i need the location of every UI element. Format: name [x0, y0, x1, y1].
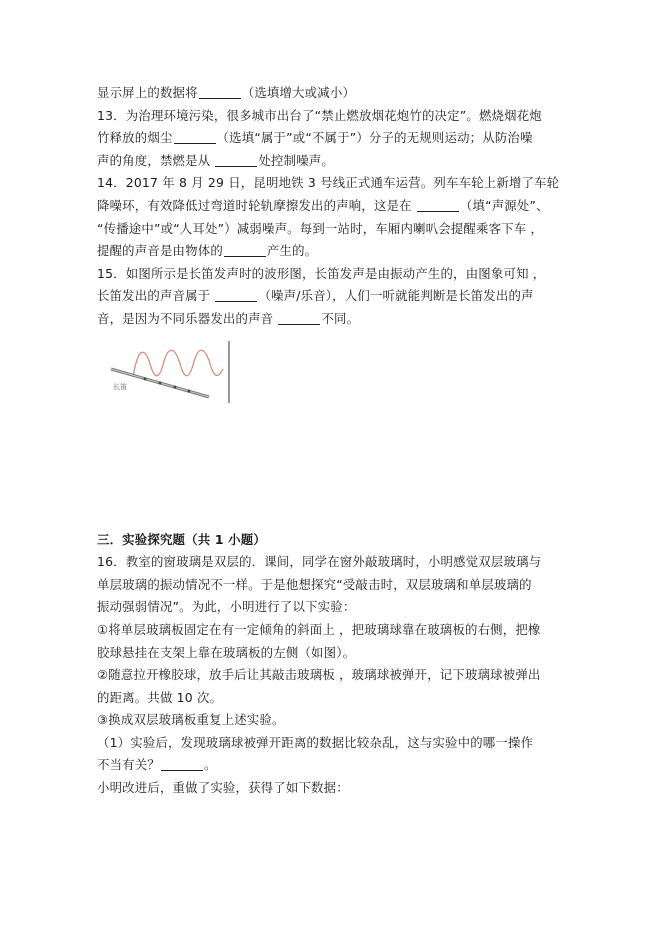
q16-line-1: 16．教室的窗玻璃是双层的．课间，同学在窗外敲玻璃时，小明感觉双层玻璃与: [97, 554, 542, 570]
flute-key: [159, 381, 162, 384]
answer-blank[interactable]: [161, 757, 203, 771]
flute-key: [188, 389, 191, 392]
flute-label: 长笛: [113, 382, 127, 391]
q16-line-2: 单层玻璃的振动情况不一样。于是他想探究“受敲击时，双层玻璃和单层玻璃的: [97, 576, 532, 592]
q16-line-7: 的距离。共做 10 次。: [97, 689, 223, 705]
sound-waveform: [133, 350, 223, 377]
q16-line-10: 不当有关？ 。: [97, 757, 217, 773]
q14-line-3: “传播途中”或“人耳处”）减弱噪声。每到一站时，车厢内喇叭会提醒乘客下车 ，: [97, 220, 544, 236]
flute-waveform-image: [105, 337, 265, 407]
answer-blank[interactable]: [417, 198, 459, 212]
q14-line-4: 提醒的声音是由物体的 产生的。: [97, 243, 318, 259]
q13-line-3: 声的角度，禁燃是从 处控制噪声。: [97, 152, 335, 168]
q15-line-1: 15．如图所示是长笛发声时的波形图，长笛发声是由振动产生的，由图象可知 ，: [97, 265, 546, 281]
answer-blank[interactable]: [199, 85, 241, 99]
q15-line-3: 音，是因为不同乐器发出的声音 不同。: [97, 310, 360, 326]
q16-line-9: （1）实验后，发现玻璃球被弹开距离的数据比较杂乱，这与实验中的哪一操作: [97, 734, 534, 750]
q16-line-6: ②随意拉开橡胶球，放手后让其敲击玻璃板 ，玻璃球被弹开，记下玻璃球被弹出: [97, 667, 541, 683]
answer-blank[interactable]: [224, 243, 266, 257]
document-content: [97, 82, 577, 800]
section-heading: 三．实验探究题（共 1 小题）: [97, 531, 266, 547]
q16-line-11: 小明改进后，重做了实验，获得了如下数据：: [97, 780, 349, 796]
answer-blank[interactable]: [215, 288, 257, 302]
q13-line-1: 13．为治理环境污染，很多城市出台了“禁止燃放烟花炮竹的决定”。燃烧烟花炮: [97, 107, 542, 123]
q14-line-1: 14．2017 年 8 月 29 日，昆明地铁 3 号线正式通车运营。列车车轮上新增了车轮: [97, 175, 560, 191]
answer-blank[interactable]: [278, 311, 320, 325]
answer-blank[interactable]: [215, 153, 257, 167]
q16-line-4: ①将单层玻璃板固定在有一定倾角的斜面上 ，把玻璃球靠在玻璃板的右侧，把橡: [97, 621, 541, 637]
flute-waveform-figure: [105, 337, 265, 407]
flute-key: [144, 377, 147, 380]
q13-line-2: 竹释放的烟尘 （选填“属于”或“不属于”）分子的无规则运动；从防治噪: [97, 130, 533, 146]
answer-blank[interactable]: [174, 130, 216, 144]
flute-key: [174, 385, 177, 388]
q15-line-2: 长笛发出的声音属于 （噪声/乐音），人们一听就能判断是长笛发出的声: [97, 288, 534, 304]
q12-tail-line: 显示屏上的数据将 （选填增大或减小）: [97, 85, 356, 100]
q16-line-5: 胶球悬挂在支架上靠在玻璃板的左侧（如图）。: [97, 644, 356, 660]
q16-line-3: 振动强弱情况”。为此，小明进行了以下实验：: [97, 599, 356, 615]
q14-line-2: 降噪环，有效降低过弯道时轮轨摩擦发出的声响，这是在 （填“声源处”、: [97, 197, 549, 213]
q16-line-8: ③换成双层玻璃板重复上述实验。: [97, 712, 285, 728]
